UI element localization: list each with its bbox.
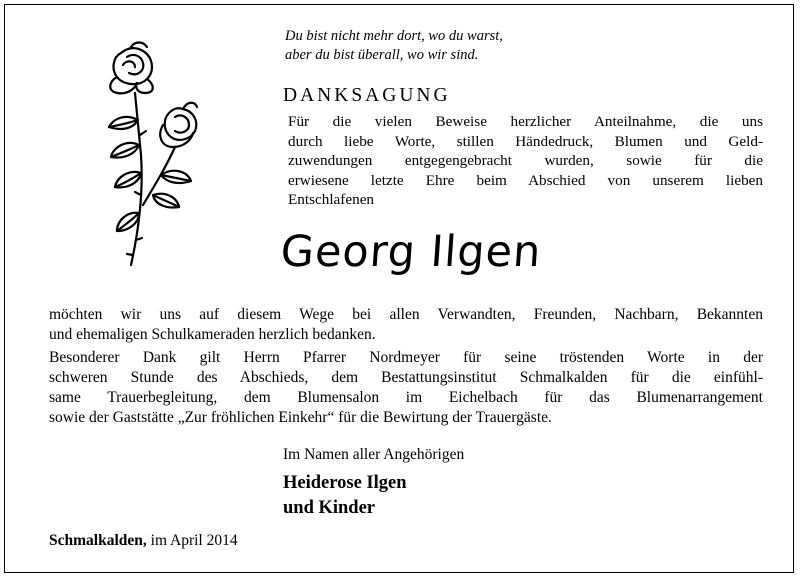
paragraph-line: möchten wir uns auf diesem Wege bei allen Verwandten, Freunden, Nachbarn, Bekannten	[49, 306, 763, 323]
date: im April 2014	[150, 532, 238, 549]
intro-line: zuwendungen entgegengebracht wurden, sowie für die	[288, 152, 763, 169]
intro-text	[288, 112, 763, 210]
heading: DANKSAGUNG	[283, 85, 451, 106]
paragraph-line: sowie der Gaststätte „Zur fröhlichen Einkehr“ für die Bewirtung der Trauergäste.	[49, 409, 552, 426]
paragraph-line: schweren Stunde des Abschieds, dem Bestattungsinstitut Schmalkalden für die einfühl-	[49, 369, 763, 386]
signature-name: Heiderose Ilgen	[283, 473, 407, 493]
intro-line: Entschlafenen	[288, 191, 375, 208]
intro-line: Für die vielen Beweise herzlicher Anteilnahme, die uns	[288, 113, 763, 130]
place: Schmalkalden,	[49, 532, 147, 549]
signature	[283, 471, 407, 521]
thanks-paragraph	[49, 305, 763, 345]
verse	[285, 27, 503, 64]
paragraph-line: und ehemaligen Schulkameraden herzlich bedanken.	[49, 326, 376, 343]
paragraph-line: Besonderer Dank gilt Herrn Pfarrer Nordmeyer für seine tröstenden Worte in der	[49, 349, 763, 366]
signature-family: und Kinder	[283, 498, 376, 518]
special-thanks-paragraph	[49, 348, 763, 428]
verse-line: aber du bist überall, wo wir sind.	[285, 46, 479, 63]
place-date	[49, 532, 238, 550]
obituary-notice	[4, 4, 794, 573]
deceased-name: Georg Ilgen	[279, 227, 544, 277]
rose-icon	[83, 35, 223, 280]
verse-line: Du bist nicht mehr dort, wo du warst,	[285, 28, 503, 44]
paragraph-line: same Trauerbegleitung, dem Blumensalon im Eichelbach für das Blumenarrangement	[49, 389, 763, 406]
intro-line: erwiesene letzte Ehre beim Abschied von unserem lieben	[288, 171, 763, 189]
intro-line: durch liebe Worte, stillen Händedruck, Blumen und Geld-	[288, 132, 763, 150]
on-behalf-line: Im Namen aller Angehörigen	[283, 446, 465, 463]
